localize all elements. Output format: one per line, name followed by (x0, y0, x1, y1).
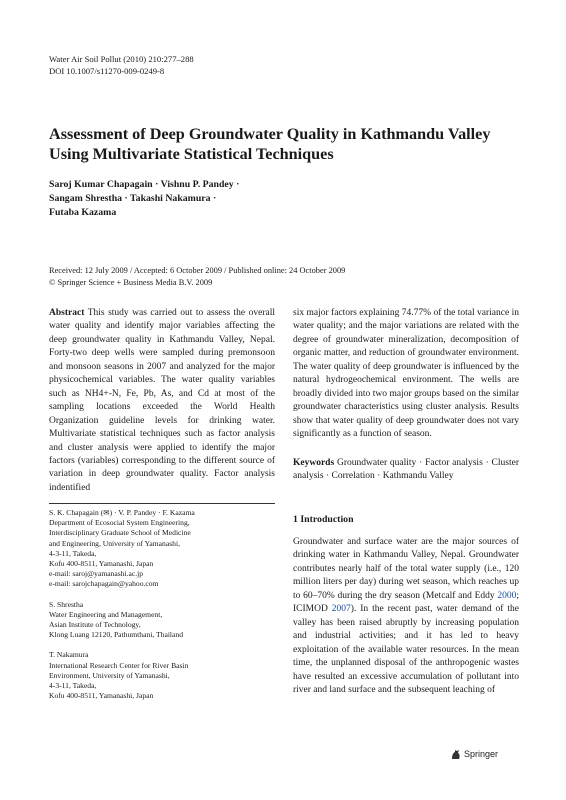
affiliation-line: and Engineering, University of Yamanashi, (49, 538, 180, 548)
abstract-text-left: This study was carried out to assess the overall water quality and identify major variables affecting the deep groundwater quality in Kathmandu Valley, Nepal. Forty-two deep wells were sampled during premonsoon and monsoon seasons in 2007 and analyzed for the major physicochemical variables. The water quality variables such as NH4+-N, Fe, Pb, As, and Cd at most of the sampling locations exceeded the World Health Organization guideline levels for drinking water. Multivariate statistical techniques such as factor analysis and cluster analysis were applied to identify the major factors (variables) corresponding to the different source of variation in deep groundwater quality. Factor analysis indentified (49, 308, 275, 493)
publication-dates (49, 265, 345, 288)
affiliation-block (49, 600, 275, 641)
affiliation-line: Water Engineering and Management, (49, 609, 163, 619)
abstract-label: Abstract (49, 308, 85, 318)
affiliation-line: Environment, University of Yamanashi, (49, 670, 170, 680)
received-accepted-line: Received: 12 July 2009 / Accepted: 6 October 2009 / Published online: 24 October 2009 (49, 266, 346, 275)
intro-text-part: ). In the recent past, water demand of the valley has been raised abruptly by increasing population and industrial activities; and it has led to heavy exploitation of the available water resources. In the mean time, the unplanned disposal of the anthropogenic wastes have resulted an excessive accumulation of pollutant into river and land surface and the subsequent leaching of (293, 604, 519, 695)
citation-link[interactable]: 2000 (497, 590, 517, 601)
affiliation-line: 4-3-11, Takeda, (49, 548, 97, 558)
publisher-name: Springer (464, 749, 499, 759)
affiliation-line: Klong Luang 12120, Pathumthani, Thailand (49, 630, 183, 640)
affiliation-line: T. Nakamura (49, 650, 89, 660)
copyright-line: © Springer Science + Business Media B.V. 2009 (49, 277, 213, 287)
author-list (49, 178, 349, 220)
affiliation-block (49, 650, 275, 701)
keywords-label: Keywords (293, 457, 335, 468)
paper-title: Assessment of Deep Groundwater Quality in Kathmandu Valley Using Multivariate Statistical Techniques (49, 125, 491, 163)
journal-header (49, 53, 194, 77)
publisher-logo (450, 748, 498, 760)
journal-citation: Water Air Soil Pollut (2010) 210:277–288 (49, 54, 194, 64)
abstract-right-column (293, 307, 519, 483)
affiliation-line: Kofu 400-8511, Yamanashi, Japan (49, 691, 154, 701)
affiliation-line: S. Shrestha (49, 599, 84, 609)
citation-link[interactable]: 2007 (331, 604, 351, 615)
springer-horse-icon (450, 748, 462, 760)
keywords-text: Groundwater quality · Factor analysis · Cluster analysis · Correlation · Kathmandu Valley (293, 457, 519, 481)
email-link[interactable]: e-mail: saroj@yamanashi.ac.jp (49, 569, 144, 579)
footnote-divider (49, 503, 275, 504)
intro-text-part: Groundwater and surface water are the major sources of drinking water in Kathmandu Valley, Nepal. Groundwater contributes nearly half of the total water supply (i.e., 120 million liters per day) during wet season, which reaches up to 60–70% during the dry season (Metcalf and Eddy (293, 537, 519, 601)
affiliation-line: Department of Ecosocial System Engineering, (49, 518, 190, 528)
author-line: Futaba Kazama (49, 207, 117, 218)
email-link[interactable]: e-mail: sarojchapagain@yahoo.com (49, 579, 159, 589)
doi: DOI 10.1007/s11270-009-0249-8 (49, 66, 165, 76)
affiliation-line: Interdisciplinary Graduate School of Medicine (49, 528, 191, 538)
introduction-heading: 1 Introduction (293, 514, 354, 525)
abstract-text-right: six major factors explaining 74.77% of the total variance in water quality; and the major variations are related with the degree of groundwater mineralization, decomposition of organic matter, and reduction of groundwater environment. The water quality of deep groundwater is influenced by the natural hydrogeochemical environment. The wells are broadly divided into two major groups based on the similar groundwater characteristics using cluster analysis. Results show that water quality of deep groundwater does not vary significantly as a function of season. (293, 308, 519, 440)
affiliation-line: 4-3-11, Takeda, (49, 681, 97, 691)
keywords (293, 457, 519, 484)
abstract-paragraph (49, 307, 275, 495)
affiliations (49, 508, 275, 711)
affiliation-line: Asian Institute of Technology, (49, 620, 141, 630)
author-line: Sangam Shrestha · Takashi Nakamura · (49, 193, 217, 204)
intro-text-part: ; ICIMOD (293, 590, 519, 615)
affiliation-line: Kofu 400-8511, Yamanashi, Japan (49, 559, 154, 569)
abstract-left-column (49, 307, 275, 495)
affiliation-block (49, 508, 275, 590)
affiliation-line: S. K. Chapagain (✉) · V. P. Pandey · F. Kazama (49, 508, 195, 517)
affiliation-line: International Research Center for River Basin (49, 660, 189, 670)
introduction-text (293, 536, 519, 697)
author-line: Saroj Kumar Chapagain · Vishnu P. Pandey · (49, 179, 240, 190)
